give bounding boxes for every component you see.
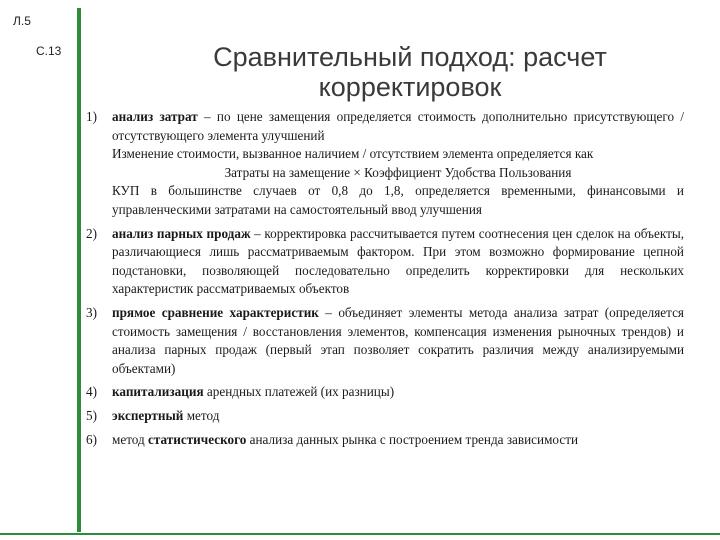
title-line-1: Сравнительный подход: расчет [213, 42, 607, 72]
slide-title [150, 42, 670, 102]
item-body [112, 109, 684, 143]
item-description: арендных платежей (их разницы) [203, 384, 395, 400]
list-item-4 [86, 383, 684, 402]
item-prefix: метод [112, 431, 149, 447]
slide-number-label: Л.5 [13, 14, 31, 28]
item-keyword: анализ парных продаж [112, 225, 251, 241]
list-item-2 [86, 225, 684, 299]
formula: Затраты на замещение × Коэффициент Удобства Пользования [224, 164, 572, 180]
item-keyword: экспертный [112, 407, 184, 423]
item-description: – объединяет элементы метода анализа затрат (определяется стоимость замещения / восстановления элементов, компенсация изменения рыночных трендов) и анализа парных продаж (первый этап позволяет сократить различия между анализируемыми объектами) [112, 304, 684, 376]
item-number: 3) [86, 304, 97, 320]
item-description: метод [183, 407, 220, 423]
item-number: 5) [86, 407, 97, 423]
item-number: 1) [86, 109, 97, 124]
item-number: 6) [86, 431, 97, 447]
list-item-1 [86, 108, 684, 220]
list-item-6 [86, 431, 684, 450]
item-keyword: прямое сравнение характеристик [112, 304, 319, 320]
list-item-3 [86, 304, 684, 378]
item-keyword: анализ затрат [112, 109, 198, 124]
list-item-5 [86, 407, 684, 426]
item-description: – по цене замещения определяется стоимость дополнительно присутствующего / отсутствующего элемента улучшений [112, 109, 685, 143]
item-description: анализа данных рынка с построением тренда зависимости [246, 431, 579, 447]
item-keyword: капитализация [112, 384, 204, 400]
horizontal-divider [0, 533, 720, 535]
item-note: Изменение стоимости, вызванное наличием / отсутствием элемента определяется как [112, 146, 594, 162]
item-keyword: статистического [148, 431, 247, 447]
adjustment-methods-list [86, 108, 684, 454]
item-number: 2) [86, 225, 97, 241]
page-number-label: С.13 [36, 44, 62, 58]
item-description: – корректировка рассчитывается путем соотнесения цен сделок на объекты, различающиеся лишь рассматриваемым фактором. При этом возможно формирование цепной подстановки, позволяющей последовательно определить корректировки для нескольких характеристик рассматриваемых объектов [112, 225, 684, 297]
vertical-divider [77, 8, 81, 532]
item-note: КУП в большинстве случаев от 0,8 до 1,8, определяется временными, финансовыми и управленческими затратами на самостоятельный ввод улучшения [112, 183, 684, 217]
title-line-2: корректировок [318, 72, 502, 102]
item-number: 4) [86, 384, 97, 400]
